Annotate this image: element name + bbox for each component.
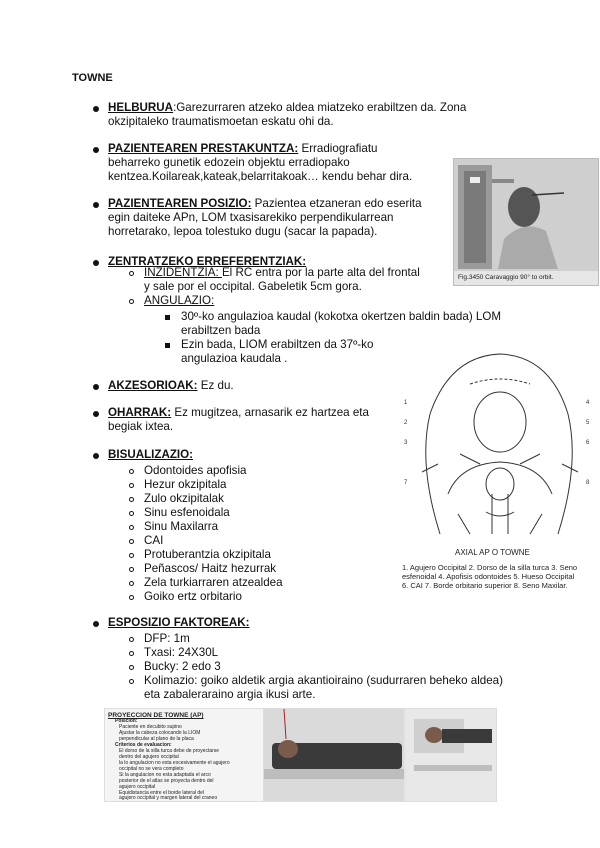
inzidentzia-line-1 bbox=[144, 266, 420, 280]
circle-bullet bbox=[129, 581, 134, 586]
bullet-dot bbox=[93, 260, 99, 266]
svg-text:3: 3 bbox=[404, 440, 408, 446]
circle-bullet bbox=[129, 469, 134, 474]
towne-skull-diagram bbox=[400, 344, 596, 544]
bisualizazio-item: Peñascos/ Haitz hezurrak bbox=[144, 562, 277, 575]
angulazio-label-line bbox=[144, 294, 214, 308]
notes-card-line: posterior de el atlas se proyecta dentro del bbox=[119, 778, 214, 784]
notes-card-line: Equidistancia entre el borde lateral del bbox=[119, 790, 205, 796]
circle-bullet bbox=[129, 665, 134, 670]
page-title: TOWNE bbox=[72, 72, 113, 84]
bisualizazio-item: Goiko ertz orbitario bbox=[144, 590, 242, 603]
helburua-line-2: okzipitaleko traumatismoetan eskatu ohi da. bbox=[108, 115, 334, 128]
bullet-dot bbox=[93, 147, 99, 153]
oharrak-heading: OHARRAK: bbox=[108, 406, 172, 419]
prestakuntza-line-1 bbox=[108, 142, 378, 156]
svg-text:8: 8 bbox=[586, 480, 590, 486]
svg-text:2: 2 bbox=[404, 420, 408, 426]
posizio-line-3: horretarako, lepoa tolestuko dugu (sacar la papada). bbox=[108, 225, 378, 238]
bisualizazio-item: Hezur okzipitala bbox=[144, 478, 227, 491]
prestakuntza-line-2: beharreko gunetik edozein objektu erradiopako bbox=[108, 156, 350, 169]
circle-bullet bbox=[129, 497, 134, 502]
circle-bullet bbox=[129, 651, 134, 656]
square-bullet bbox=[165, 315, 170, 320]
notes-card-title: PROYECCION DE TOWNE (AP) bbox=[108, 712, 204, 719]
bisualizazio-item: Sinu esfenoidala bbox=[144, 506, 230, 519]
notes-card-line: Paciente en decubito supino bbox=[119, 724, 182, 730]
svg-text:4: 4 bbox=[586, 400, 590, 406]
inzidentzia-line-2: y sale por el occipital. Gabeletik 5cm gora. bbox=[144, 280, 362, 293]
figure-caption-line-1: 1. Agujero Occipital 2. Dorso de la silla turca 3. Seno bbox=[402, 563, 578, 572]
posizio-heading: PAZIENTEAREN POSIZIO: bbox=[108, 197, 252, 210]
angulazio-label: ANGULAZIO: bbox=[144, 294, 215, 307]
esposizio-item-continued: eta zabaleraraino argia ikusi arte. bbox=[144, 688, 316, 701]
prestakuntza-line-3: kentzea.Koilareak,kateak,belarritakoak… kendu behar dira. bbox=[108, 170, 413, 183]
inzidentzia-text: El RC entra por la parte alta del frontal bbox=[221, 266, 420, 279]
prestakuntza-heading: PAZIENTEAREN PRESTAKUNTZA: bbox=[108, 142, 299, 155]
photo-caption: Fig.3450 Caravaggio 90° to orbit. bbox=[458, 274, 554, 281]
notes-card-line: Criterios de evaluacion: bbox=[115, 742, 172, 748]
notes-card-line: Ajustar la cabeza colocando la LIOM bbox=[119, 730, 201, 736]
notes-card-line: agujero occipital y margen lateral del craneo bbox=[119, 795, 218, 801]
notes-card-line: Posicion: bbox=[115, 718, 138, 724]
notes-card-line: El dorso de la silla turca debe de proyectarse bbox=[119, 748, 220, 754]
bisualizazio-item: Protuberantzia okzipitala bbox=[144, 548, 271, 561]
esposizio-item: Txasi: 24X30L bbox=[144, 646, 219, 659]
supine-patient-illustration bbox=[264, 709, 496, 801]
akzesorioak-heading: AKZESORIOAK: bbox=[108, 379, 198, 392]
notes-card-line: Si la angulacion no esta adaptada el arco bbox=[119, 772, 211, 778]
esposizio-heading: ESPOSIZIO FAKTOREAK: bbox=[108, 616, 250, 629]
oharrak-line-2: begiak ixtea. bbox=[108, 420, 174, 433]
angulazio-sub1-line-1: 30º-ko angulazioa kaudal (kokotxa okertzen baldin bada) LOM bbox=[181, 310, 502, 323]
akzesorioak-line bbox=[108, 379, 234, 393]
angulazio-sub2-line-2: angulazioa kaudala . bbox=[181, 352, 288, 365]
skull-illustration bbox=[400, 344, 596, 544]
posizio-text: Pazientea etzaneran edo eserita bbox=[251, 197, 422, 210]
circle-bullet bbox=[129, 637, 134, 642]
bisualizazio-item: Zela turkiarraren atzealdea bbox=[144, 576, 283, 589]
circle-bullet bbox=[129, 511, 134, 516]
circle-bullet bbox=[129, 483, 134, 488]
helburua-line-1 bbox=[108, 101, 466, 115]
patient-supine-photos bbox=[263, 708, 497, 802]
circle-bullet bbox=[129, 299, 134, 304]
angulazio-sub2-line-1: Ezin bada, LIOM erabiltzen da 37º-ko bbox=[181, 338, 374, 351]
svg-text:5: 5 bbox=[586, 420, 590, 426]
circle-bullet bbox=[129, 595, 134, 600]
bisualizazio-heading-line bbox=[108, 448, 193, 462]
patient-position-photo bbox=[453, 158, 599, 286]
bullet-dot bbox=[93, 106, 99, 112]
esposizio-item: DFP: 1m bbox=[144, 632, 190, 645]
figure-title: AXIAL AP O TOWNE bbox=[455, 548, 530, 557]
posizio-line-1 bbox=[108, 197, 422, 211]
circle-bullet bbox=[129, 553, 134, 558]
circle-bullet bbox=[129, 679, 134, 684]
svg-text:7: 7 bbox=[404, 480, 408, 486]
bisualizazio-item: CAI bbox=[144, 534, 164, 547]
square-bullet bbox=[165, 343, 170, 348]
oharrak-line-1 bbox=[108, 406, 369, 420]
bisualizazio-item: Zulo okzipitalak bbox=[144, 492, 224, 505]
circle-bullet bbox=[129, 271, 134, 276]
helburua-heading: HELBURUA bbox=[108, 101, 174, 114]
akzesorioak-text: Ez du. bbox=[197, 379, 234, 392]
towne-notes-card bbox=[104, 708, 264, 802]
svg-text:1: 1 bbox=[404, 400, 408, 406]
notes-card-line: agujero occipital bbox=[119, 784, 156, 790]
helburua-text: :Garezurraren atzeko aldea miatzeko erabiltzen da. Zona bbox=[173, 101, 467, 114]
circle-bullet bbox=[129, 539, 134, 544]
bisualizazio-heading: BISUALIZAZIO: bbox=[108, 448, 194, 461]
svg-text:6: 6 bbox=[586, 440, 590, 446]
bullet-dot bbox=[93, 453, 99, 459]
oharrak-text: Ez mugitzea, arnasarik ez hartzea eta bbox=[171, 406, 369, 419]
notes-card-line: dentro del agujero occipital bbox=[119, 754, 179, 760]
notes-card-line: perpendicular al plano de la placa bbox=[119, 736, 194, 742]
notes-card-line: occipital no se vera completo bbox=[119, 766, 184, 772]
bullet-dot bbox=[93, 411, 99, 417]
bullet-dot bbox=[93, 384, 99, 390]
bisualizazio-item: Sinu Maxilarra bbox=[144, 520, 219, 533]
angulazio-sub1-line-2: erabiltzen bada bbox=[181, 324, 261, 337]
bisualizazio-item: Odontoides apofisia bbox=[144, 464, 247, 477]
circle-bullet bbox=[129, 567, 134, 572]
esposizio-item: Kolimazio: goiko aldetik argia akantioiraino (sudurraren beheko aldea) bbox=[144, 674, 503, 687]
esposizio-item: Bucky: 2 edo 3 bbox=[144, 660, 221, 673]
posizio-line-2: egin daiteke APn, LOM txasisarekiko perpendikularrean bbox=[108, 211, 394, 224]
bullet-dot bbox=[93, 202, 99, 208]
inzidentzia-label: INZIDENTZIA: bbox=[144, 266, 222, 279]
zentratzeko-heading: ZENTRATZEKO ERREFERENTZIAK: bbox=[108, 255, 307, 268]
figure-caption-line-2: esfenoidal 4. Apofisis odontoides 5. Hueso Occipital bbox=[402, 572, 575, 581]
patient-photo-illustration bbox=[454, 159, 598, 285]
esposizio-heading-line bbox=[108, 616, 250, 630]
bullet-dot bbox=[93, 621, 99, 627]
circle-bullet bbox=[129, 525, 134, 530]
prestakuntza-text: Erradiografiatu bbox=[298, 142, 378, 155]
notes-card-line: la lo angulacion no esta excesivamente el agujero bbox=[119, 760, 230, 766]
figure-caption-line-3: 6. CAI 7. Borde orbitario superior 8. Seno Maxilar. bbox=[402, 581, 568, 590]
